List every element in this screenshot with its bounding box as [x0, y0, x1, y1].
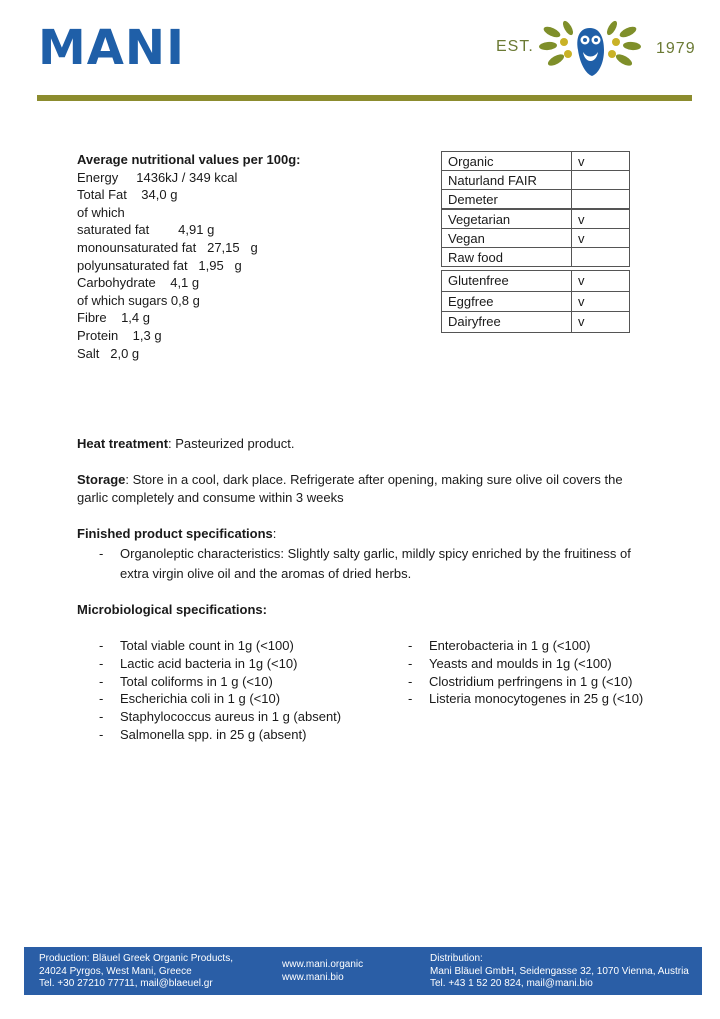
micro-list-right: [386, 637, 643, 708]
property-name: Vegan: [442, 229, 572, 248]
finished-product-section: [77, 525, 657, 584]
nutrition-line: Fibre 1,4 g: [77, 310, 150, 326]
heat-treatment-label: Heat treatment: [77, 436, 169, 451]
table-row: [442, 312, 630, 333]
property-name: Organic: [442, 152, 572, 171]
property-name: Dairyfree: [442, 312, 572, 333]
list-item: [386, 673, 643, 691]
list-item: [77, 708, 341, 726]
bullet-dash: -: [408, 655, 413, 671]
property-value: v: [572, 312, 630, 333]
bullet-dash: -: [99, 638, 104, 653]
bullet-dash: -: [99, 691, 104, 707]
storage-paragraph: [77, 471, 657, 507]
list-item-text: Salmonella spp. in 25 g (absent): [120, 726, 307, 742]
footer-line: Tel. +43 1 52 20 824, mail@mani.bio: [430, 978, 593, 990]
finished-product-label: Finished product specifications: [77, 526, 273, 541]
table-row: [442, 152, 630, 171]
bullet-dash: -: [99, 673, 104, 689]
list-item-text: Total viable count in 1g (<100): [120, 638, 294, 653]
table-row: [442, 248, 630, 267]
list-item-text: Organoleptic characteristics: Slightly salty garlic, mildly spicy enriched by the fruitiness of extra virgin olive oil and the aromas of dried herbs.: [120, 546, 631, 581]
bullet-dash: -: [99, 726, 104, 742]
microbiological-heading: [77, 601, 657, 619]
footer-distribution: [430, 953, 689, 991]
footer-line: Tel. +30 27210 77711, mail@blaeuel.gr: [39, 978, 213, 990]
year-label: 1979: [656, 40, 696, 57]
list-item: [77, 690, 341, 708]
nutrition-line: Energy 1436kJ / 349 kcal: [77, 169, 238, 185]
property-name: Demeter: [442, 190, 572, 209]
list-item-text: Total coliforms in 1 g (<10): [120, 673, 273, 689]
bullet-dash: -: [99, 709, 104, 725]
nutrition-line: Total Fat 34,0 g: [77, 187, 178, 203]
footer-line: 24024 Pyrgos, West Mani, Greece: [39, 965, 192, 977]
list-item: [77, 655, 341, 673]
footer-bar: [24, 947, 702, 995]
list-item-text: Lactic acid bacteria in 1g (<10): [120, 655, 298, 671]
nutrition-line: saturated fat 4,91 g: [77, 222, 215, 238]
table-row: [442, 171, 630, 190]
nutrition-line: Salt 2,0 g: [77, 345, 140, 361]
footer-line: Distribution:: [430, 953, 483, 964]
list-item: [77, 637, 341, 655]
table-row: [442, 210, 630, 229]
property-value: v: [572, 152, 630, 171]
property-value: [572, 171, 630, 190]
property-value: v: [572, 229, 630, 248]
list-item-text: Staphylococcus aureus in 1 g (absent): [120, 709, 342, 725]
list-item: [386, 637, 643, 655]
property-name: Eggfree: [442, 291, 572, 312]
list-item: [386, 690, 643, 708]
nutrition-line: Carbohydrate 4,1 g: [77, 275, 200, 291]
property-name: Naturland FAIR: [442, 171, 572, 190]
bullet-dash: -: [99, 546, 104, 561]
nutrition-line: of which sugars 0,8 g: [77, 292, 200, 308]
table-row: [442, 229, 630, 248]
storage-label: Storage: [77, 472, 126, 487]
footer-line: Mani Bläuel GmbH, Seidengasse 32, 1070 Vienna, Austria: [430, 965, 689, 977]
header-divider: [37, 95, 692, 101]
list-item: [386, 655, 643, 673]
bullet-dash: -: [408, 691, 413, 707]
footer-production: [39, 953, 233, 991]
property-name: Glutenfree: [442, 271, 572, 292]
heat-treatment-text: : Pasteurized product.: [168, 436, 295, 451]
est-label: EST.: [496, 38, 534, 55]
nutrition-line: monounsaturated fat 27,15 g: [77, 239, 258, 255]
table-row: [442, 271, 630, 292]
storage-text: : Store in a cool, dark place. Refrigerate after opening, making sure olive oil covers the garlic completely and consume within 3 weeks: [77, 472, 623, 505]
list-item-text: Escherichia coli in 1 g (<10): [120, 691, 281, 707]
list-item-text: Enterobacteria in 1 g (<100): [429, 638, 591, 653]
list-item-text: Yeasts and moulds in 1g (<100): [429, 655, 612, 671]
nutrition-block: [77, 151, 300, 362]
list-item: [77, 673, 341, 691]
micro-list-left: [77, 637, 341, 744]
property-value: [572, 248, 630, 267]
nutrition-line: Protein 1,3 g: [77, 327, 162, 343]
nutrition-line: polyunsaturated fat 1,95 g: [77, 257, 242, 273]
table-row: [442, 291, 630, 312]
bullet-dash: -: [99, 655, 104, 671]
footer-web: [282, 959, 363, 984]
diet-table: [441, 209, 630, 267]
property-value: v: [572, 210, 630, 229]
property-value: [572, 190, 630, 209]
property-value: v: [572, 271, 630, 292]
certification-table: [441, 151, 630, 209]
bullet-dash: -: [408, 638, 413, 653]
list-item: [77, 726, 341, 744]
property-value: v: [572, 291, 630, 312]
brand-logo: MANI: [38, 20, 185, 76]
allergen-table: [441, 270, 630, 333]
footer-link-organic[interactable]: www.mani.organic: [282, 959, 364, 970]
heat-treatment-paragraph: [77, 435, 657, 453]
bullet-dash: -: [408, 673, 413, 689]
list-item-text: Listeria monocytogenes in 25 g (<10): [429, 691, 644, 707]
footer-link-bio[interactable]: www.mani.bio: [282, 971, 344, 983]
nutrition-line: of which: [77, 204, 125, 220]
list-item-text: Clostridium perfringens in 1 g (<10): [429, 673, 633, 689]
list-item: [77, 544, 657, 584]
footer-line: Production: Bläuel Greek Organic Products,: [39, 953, 233, 964]
property-name: Vegetarian: [442, 210, 572, 229]
nutrition-heading: Average nutritional values per 100g:: [77, 152, 301, 167]
owl-olive-emblem-icon: [538, 20, 642, 78]
property-name: Raw food: [442, 248, 572, 267]
microbiological-heading-text: Microbiological specifications:: [77, 602, 267, 617]
table-row: [442, 190, 630, 209]
finished-product-colon: :: [272, 526, 277, 541]
